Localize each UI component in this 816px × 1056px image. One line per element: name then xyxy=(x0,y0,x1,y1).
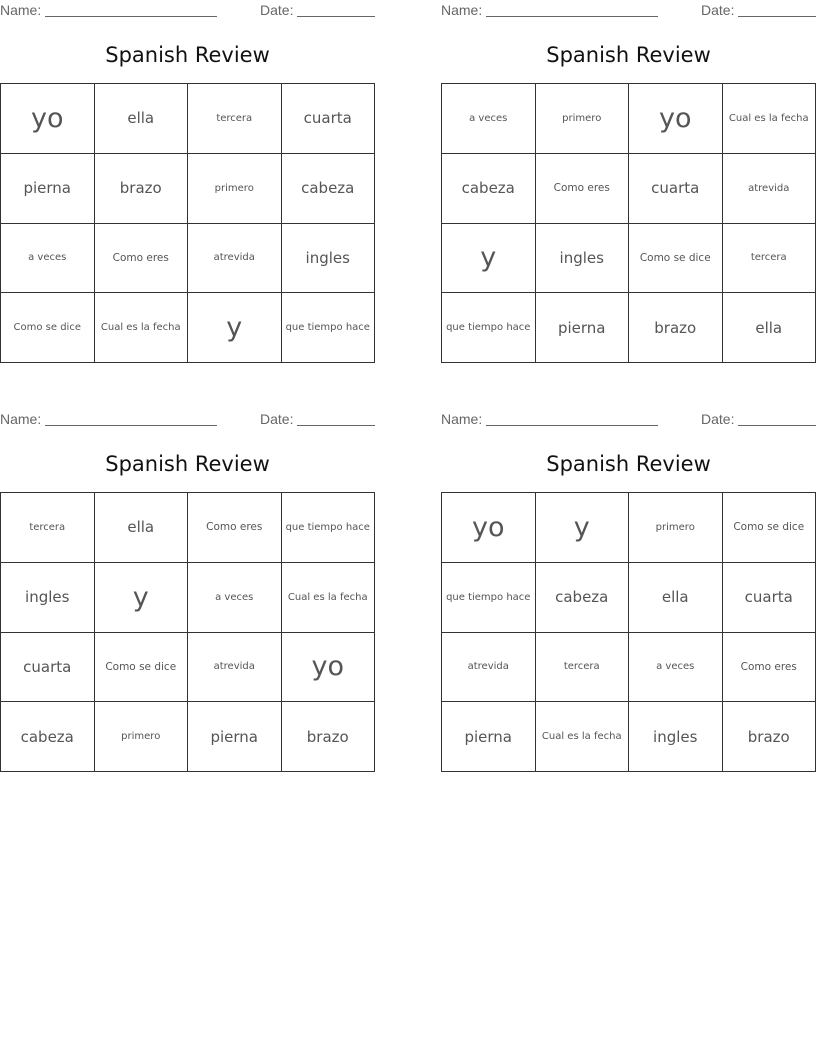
bingo-cell: a veces xyxy=(629,633,723,703)
bingo-cell: ingles xyxy=(1,563,95,633)
bingo-cell: primero xyxy=(188,154,282,224)
bingo-card xyxy=(0,0,375,344)
bingo-grid xyxy=(0,83,375,363)
card-title: Spanish Review xyxy=(105,43,270,67)
bingo-cell: Cual es la fecha xyxy=(723,84,816,154)
bingo-cell: Cual es la fecha xyxy=(95,293,189,363)
name-label: Name: xyxy=(0,411,42,427)
bingo-cell: Como eres xyxy=(188,493,282,563)
name-date-header xyxy=(441,1,816,19)
bingo-cell: yo xyxy=(442,493,536,563)
bingo-cell: ella xyxy=(629,563,723,633)
name-label: Name: xyxy=(441,411,483,427)
bingo-card xyxy=(441,409,816,746)
name-date-header xyxy=(0,410,375,428)
bingo-cell: Cual es la fecha xyxy=(282,563,376,633)
bingo-cell: brazo xyxy=(629,293,723,363)
bingo-cell: tercera xyxy=(723,224,816,294)
bingo-cell: yo xyxy=(1,84,95,154)
bingo-cell: Como eres xyxy=(723,633,816,703)
bingo-cell: Como eres xyxy=(536,154,630,224)
bingo-grid xyxy=(0,492,375,772)
bingo-cell: Como se dice xyxy=(95,633,189,703)
bingo-cell: a veces xyxy=(442,84,536,154)
bingo-cell: cabeza xyxy=(442,154,536,224)
bingo-cell: que tiempo hace xyxy=(282,493,376,563)
bingo-cell: y xyxy=(188,293,282,363)
bingo-cell: Como eres xyxy=(95,224,189,294)
name-blank[interactable] xyxy=(486,16,658,17)
bingo-cell: tercera xyxy=(536,633,630,703)
date-label: Date: xyxy=(701,2,735,18)
name-date-header xyxy=(441,410,816,428)
bingo-cell: que tiempo hace xyxy=(282,293,376,363)
name-label: Name: xyxy=(0,2,42,18)
name-date-header xyxy=(0,1,375,19)
bingo-cell: y xyxy=(536,493,630,563)
bingo-cell: cabeza xyxy=(1,702,95,772)
bingo-cell: yo xyxy=(629,84,723,154)
bingo-cell: ingles xyxy=(282,224,376,294)
bingo-grid xyxy=(441,83,816,363)
bingo-cell: Como se dice xyxy=(723,493,816,563)
bingo-cell: brazo xyxy=(723,702,816,772)
bingo-cell: ella xyxy=(95,493,189,563)
bingo-cell: Cual es la fecha xyxy=(536,702,630,772)
bingo-cell: pierna xyxy=(188,702,282,772)
card-title: Spanish Review xyxy=(546,43,711,67)
date-blank[interactable] xyxy=(738,425,816,426)
date-blank[interactable] xyxy=(297,16,375,17)
bingo-cell: atrevida xyxy=(188,224,282,294)
bingo-cell: cuarta xyxy=(723,563,816,633)
bingo-card xyxy=(0,409,375,746)
name-label: Name: xyxy=(441,2,483,18)
bingo-cell: ella xyxy=(723,293,816,363)
bingo-cell: cuarta xyxy=(1,633,95,703)
bingo-cell: primero xyxy=(536,84,630,154)
bingo-cell: yo xyxy=(282,633,376,703)
bingo-cell: Como se dice xyxy=(1,293,95,363)
bingo-grid xyxy=(441,492,816,772)
bingo-cell: tercera xyxy=(1,493,95,563)
bingo-cell: que tiempo hace xyxy=(442,563,536,633)
bingo-cell: ingles xyxy=(629,702,723,772)
bingo-cell: que tiempo hace xyxy=(442,293,536,363)
bingo-cell: brazo xyxy=(282,702,376,772)
bingo-card xyxy=(441,0,816,337)
bingo-cell: ella xyxy=(95,84,189,154)
date-blank[interactable] xyxy=(297,425,375,426)
bingo-cell: y xyxy=(95,563,189,633)
bingo-cell: y xyxy=(442,224,536,294)
bingo-cell: primero xyxy=(629,493,723,563)
bingo-cell: a veces xyxy=(188,563,282,633)
date-label: Date: xyxy=(260,411,294,427)
bingo-cell: atrevida xyxy=(442,633,536,703)
bingo-cell: a veces xyxy=(1,224,95,294)
card-title: Spanish Review xyxy=(105,452,270,476)
name-blank[interactable] xyxy=(45,16,217,17)
bingo-cell: pierna xyxy=(536,293,630,363)
bingo-cell: pierna xyxy=(442,702,536,772)
bingo-cell: atrevida xyxy=(723,154,816,224)
bingo-cell: cuarta xyxy=(282,84,376,154)
date-label: Date: xyxy=(701,411,735,427)
bingo-cell: tercera xyxy=(188,84,282,154)
bingo-cell: pierna xyxy=(1,154,95,224)
date-label: Date: xyxy=(260,2,294,18)
date-blank[interactable] xyxy=(738,16,816,17)
name-blank[interactable] xyxy=(45,425,217,426)
bingo-cell: cuarta xyxy=(629,154,723,224)
bingo-cell: ingles xyxy=(536,224,630,294)
name-blank[interactable] xyxy=(486,425,658,426)
bingo-cell: brazo xyxy=(95,154,189,224)
bingo-cell: atrevida xyxy=(188,633,282,703)
bingo-cell: cabeza xyxy=(536,563,630,633)
bingo-cell: cabeza xyxy=(282,154,376,224)
bingo-cell: primero xyxy=(95,702,189,772)
bingo-cell: Como se dice xyxy=(629,224,723,294)
card-title: Spanish Review xyxy=(546,452,711,476)
